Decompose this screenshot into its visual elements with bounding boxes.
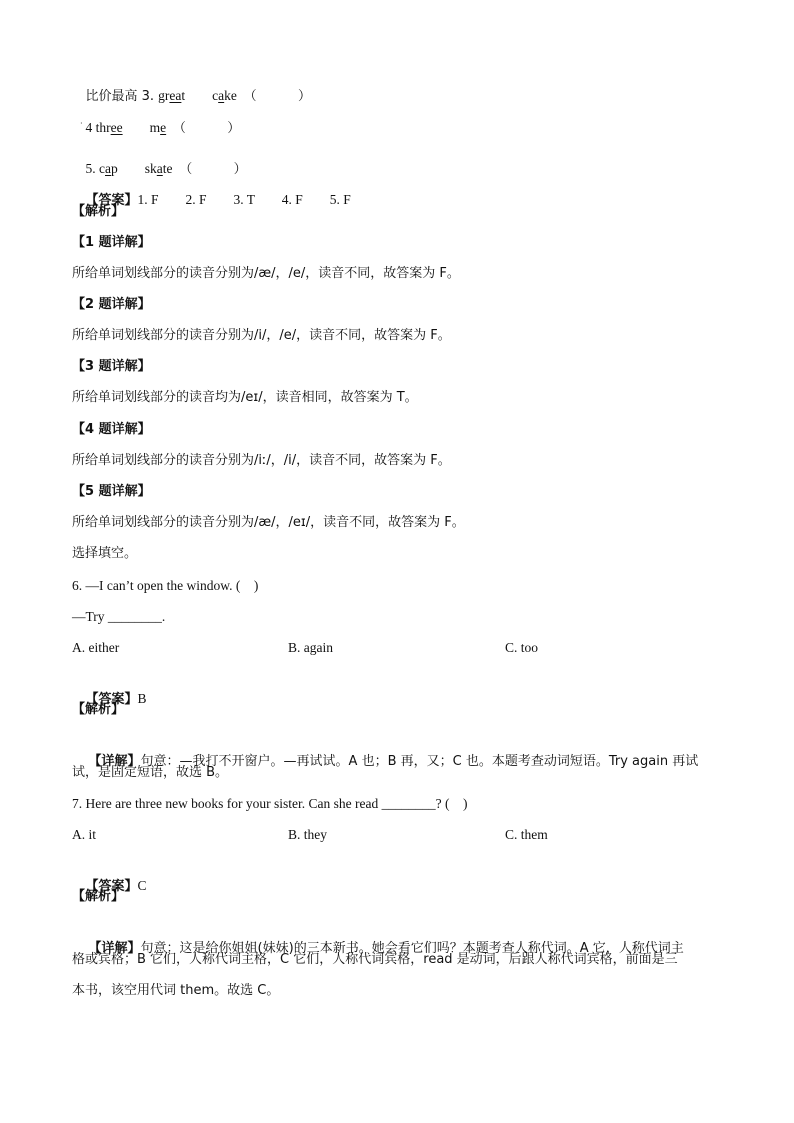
answer-paren: （ ）	[179, 162, 247, 177]
analysis-label: 【解析】	[72, 204, 125, 219]
detail-2-heading: 【2 题详解】	[72, 297, 151, 312]
question-6-stem: 6. —I can’t open the window. ( )	[72, 578, 259, 593]
question-5: 5. cap skate （ ）	[85, 161, 247, 177]
question-6-detail-line2: 试，是固定短语，故选 B。	[72, 765, 229, 780]
detail-5-text: 所给单词划线部分的读音分别为/æ/，/eɪ/，读音不同，故答案为 F。	[72, 515, 465, 530]
detail-3-heading: 【3 题详解】	[72, 359, 151, 374]
section-heading: 选择填空。	[72, 546, 138, 561]
detail-4-heading: 【4 题详解】	[72, 422, 151, 437]
question-7-option-b: B. they	[288, 827, 327, 842]
answer-paren: （ ）	[172, 121, 241, 136]
answer-values: 1. F 2. F 3. T 4. F 5. F	[137, 192, 351, 207]
detail-3-text: 所给单词划线部分的读音均为/eɪ/，读音相同，故答案为 T。	[72, 390, 418, 405]
detail-1-text: 所给单词划线部分的读音分别为/æ/，/e/，读音不同，故答案为 F。	[72, 266, 460, 281]
question-6-option-b: B. again	[288, 640, 333, 655]
question-7-option-c: C. them	[505, 827, 548, 842]
question-7-detail-line1: 【详解】句意：这是给你姐姐(妹妹)的三本新书。她会看它们吗？本题考查人称代词。A 它，人称代词主	[88, 941, 684, 956]
question-7-stem: 7. Here are three new books for your sister. Can she read ________? ( )	[72, 796, 468, 811]
question-3-prefix: 比价最高 3.	[85, 89, 159, 104]
detail-5-heading: 【5 题详解】	[72, 484, 151, 499]
detail-2-text: 所给单词划线部分的读音分别为/i/，/e/，读音不同，故答案为 F。	[72, 328, 451, 343]
detail-1-heading: 【1 题详解】	[72, 235, 151, 250]
stray-dot: ·	[80, 119, 83, 128]
question-4: 4 three me （ ）	[85, 120, 241, 136]
question-6-option-c: C. too	[505, 640, 539, 655]
question-7-answer: 【答案】C	[85, 878, 147, 894]
question-6-option-a: A. either	[72, 640, 120, 655]
question-6-analysis-label: 【解析】	[72, 702, 125, 717]
answer-paren: （ ）	[243, 89, 311, 104]
question-7-option-a: A. it	[72, 827, 97, 842]
question-6-answer: 【答案】B	[85, 691, 147, 707]
detail-4-text: 所给单词划线部分的读音分别为/iː/，/i/，读音不同，故答案为 F。	[72, 453, 451, 468]
question-6-detail-line1: 【详解】句意：—我打不开窗户。—再试试。A 也；B 再，又；C 也。本题考查动词短语。Try again 再试	[88, 754, 699, 769]
question-3: 比价最高 3. great cake （ ）	[85, 88, 311, 104]
question-6-line2: —Try ________.	[72, 609, 166, 624]
question-7-analysis-label: 【解析】	[72, 889, 125, 904]
answer-label: 【答案】	[85, 193, 138, 208]
question-7-detail-line2: 格或宾格；B 它们，人称代词主格，C 它们，人称代词宾格，read 是动词，后跟人称代词宾格，前面是三	[72, 952, 678, 967]
question-7-detail-line3: 本书，该空用代词 them。故选 C。	[72, 983, 280, 998]
